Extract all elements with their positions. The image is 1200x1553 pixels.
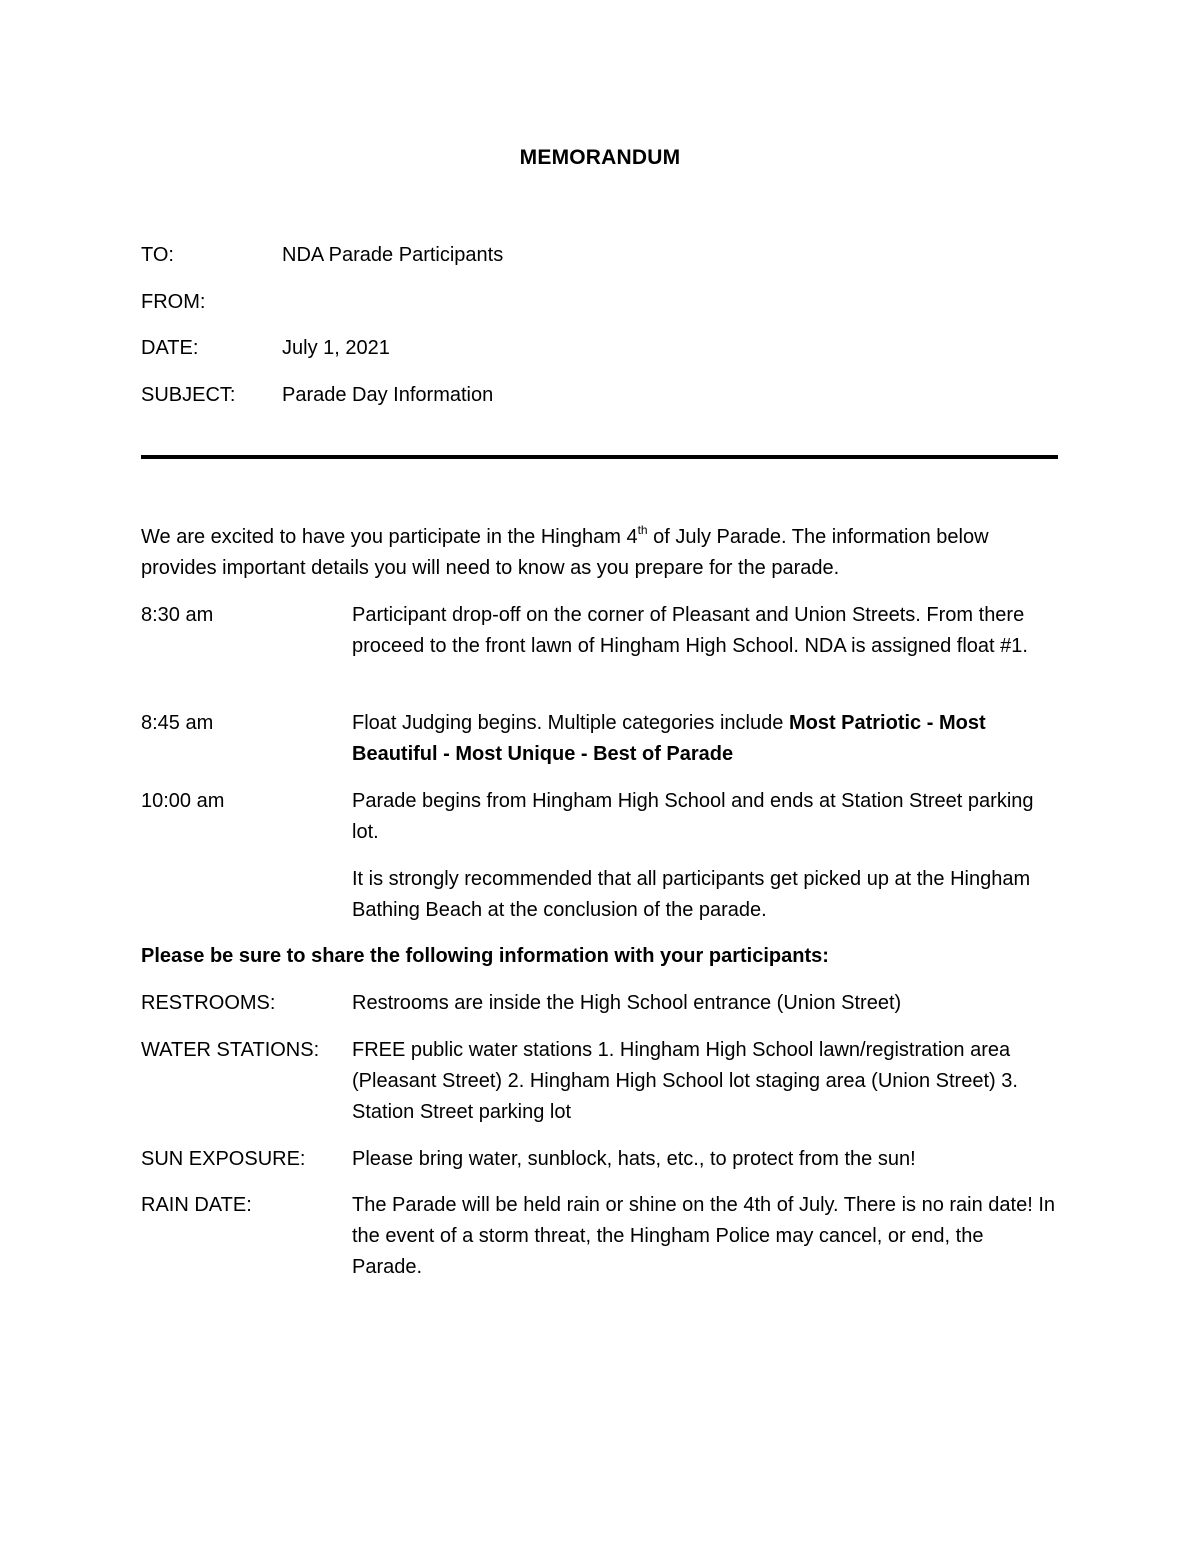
schedule-text-plain: Float Judging begins. Multiple categories include <box>352 712 789 734</box>
schedule-time: 8:30 am <box>141 604 214 626</box>
info-text: Please bring water, sunblock, hats, etc., to protect from the sun! <box>352 1148 916 1170</box>
header-divider <box>141 455 1058 459</box>
to-label: TO: <box>141 244 174 266</box>
schedule-text: Participant drop-off on the corner of Pleasant and Union Streets. From there proceed to the front lawn of Hingham High School. NDA is assigned float #1. <box>352 604 1028 657</box>
info-label: RAIN DATE: <box>141 1194 252 1216</box>
info-label: RESTROOMS: <box>141 992 276 1014</box>
schedule-time: 8:45 am <box>141 712 214 734</box>
pickup-recommendation: It is strongly recommended that all participants get picked up at the Hingham Bathing Beach at the conclusion of the parade. <box>352 868 1031 921</box>
subject-label: SUBJECT: <box>141 384 236 406</box>
judging-categories: Most Patriotic - Most Beautiful - Most Unique - Best of Parade <box>352 712 986 765</box>
subject-value: Parade Day Information <box>282 384 494 406</box>
intro-superscript: th <box>637 523 648 538</box>
memo-title: MEMORANDUM <box>519 146 681 169</box>
intro-text-part2: of July Parade. The information below provides important details you will need to know as you prepare for the parade. <box>141 526 989 579</box>
schedule-time: 10:00 am <box>141 790 225 812</box>
intro-text-part1: We are excited to have you participate in the Hingham 4 <box>141 526 638 548</box>
date-label: DATE: <box>141 337 199 359</box>
info-text: The Parade will be held rain or shine on the 4th of July. There is no rain date! In the event of a storm threat, the Hingham Police may cancel, or end, the Parade. <box>352 1194 1056 1278</box>
info-text: FREE public water stations 1. Hingham High School lawn/registration area (Pleasant Street) 2. Hingham High School lot staging area (Union Street) 3. Station Street parking lot <box>352 1039 1018 1123</box>
date-value: July 1, 2021 <box>282 337 390 359</box>
share-heading: Please be sure to share the following information with your participants: <box>141 945 829 967</box>
info-label: SUN EXPOSURE: <box>141 1148 306 1170</box>
info-text: Restrooms are inside the High School entrance (Union Street) <box>352 992 902 1014</box>
schedule-text <box>352 708 1059 770</box>
schedule-text: Parade begins from Hingham High School and ends at Station Street parking lot. <box>352 790 1034 843</box>
info-label: WATER STATIONS: <box>141 1039 320 1061</box>
from-label: FROM: <box>141 291 206 313</box>
to-value: NDA Parade Participants <box>282 244 504 266</box>
intro-paragraph <box>141 522 1059 584</box>
